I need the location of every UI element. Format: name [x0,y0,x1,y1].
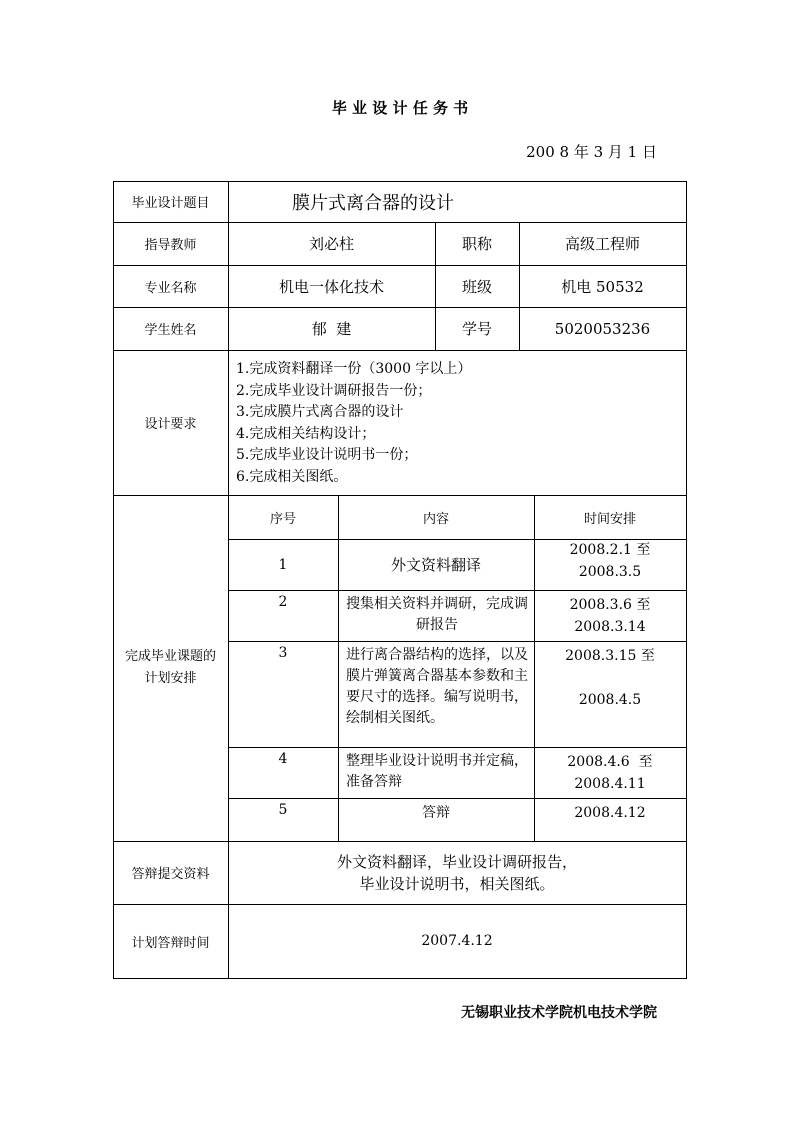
submission-line: 外文资料翻译，毕业设计调研报告， [336,852,577,871]
schedule-row-content: 外文资料翻译 [390,556,481,574]
student-id-value: 5020053236 [554,319,651,338]
job-title-value: 高级工程师 [564,235,640,253]
schedule-row-content: 进行离合器结构的选择，以及膜片弹簧离合器基本参数和主要尺寸的选择。编写说明书，绘制相关图纸。 [346,647,528,726]
schedule-row-content: 答辩 [422,805,450,821]
student-value: 郁 建 [311,320,352,338]
schedule-row-content: 整理毕业设计说明书并定稿，准备答辩 [346,753,528,790]
student-id-label: 学号 [461,320,492,338]
submission-value [228,841,686,904]
schedule-row-time: 2008.4.6 至 2008.4.11 [567,754,653,792]
submission-line: 毕业设计说明书，相关图纸。 [359,874,555,893]
requirement-item: 4.完成相关结构设计； [236,425,376,442]
topic-value: 膜片式离合器的设计 [292,192,454,214]
schedule-header-time: 时间安排 [583,511,636,527]
schedule-header-content: 内容 [422,511,449,527]
class-label: 班级 [461,277,492,296]
document-date: 200 8 年 3 月 1 日 [526,143,657,161]
student-label: 学生姓名 [144,323,197,338]
defense-time-value: 2007.4.12 [421,933,493,949]
schedule-label-line1: 完成毕业课题的 [124,649,216,664]
schedule-row-time: 2008.3.6 至 2008.3.14 [569,597,651,635]
schedule-row-time: 2008.3.15 至 2008.4.5 [565,648,655,708]
schedule-label-line2: 计划安排 [144,671,197,686]
schedule-label [113,495,228,841]
advisor-label: 指导教师 [144,238,197,253]
requirement-item: 3.完成膜片式离合器的设计 [236,404,404,420]
requirements-list [236,359,676,488]
requirement-item: 5.完成毕业设计说明书一份； [236,447,418,463]
submission-label: 答辩提交资料 [131,867,210,882]
major-label: 专业名称 [144,280,197,296]
requirements-label: 设计要求 [144,417,197,432]
schedule-header-no: 序号 [269,511,296,527]
schedule-row-time: 2008.2.1 至 2008.3.5 [569,542,651,580]
job-title-label: 职称 [461,235,492,253]
major-value: 机电一体化技术 [278,277,384,296]
schedule-row-content: 搜集相关资料并调研，完成调研报告 [346,596,528,633]
requirement-item: 2.完成毕业设计调研报告一份； [236,382,432,399]
schedule-row-no: 2 [278,594,288,610]
schedule-row-time: 2008.4.12 [574,805,646,821]
institution-name: 无锡职业技术学院机电技术学院 [461,1005,657,1021]
requirement-item: 6.完成相关图纸。 [236,468,348,485]
class-value: 机电 50532 [561,277,644,296]
document-title: 毕 业 设 计 任 务 书 [331,99,469,117]
schedule-row-no: 4 [278,751,288,767]
requirement-item: 1.完成资料翻译一份（3000 字以上） [236,361,472,377]
defense-time-label: 计划答辩时间 [131,935,210,951]
schedule-row-no: 1 [278,556,288,573]
topic-label: 毕业设计题目 [131,196,210,211]
advisor-value: 刘必柱 [308,235,354,253]
schedule-row-no: 5 [278,802,288,818]
schedule-row-no: 3 [278,645,288,661]
